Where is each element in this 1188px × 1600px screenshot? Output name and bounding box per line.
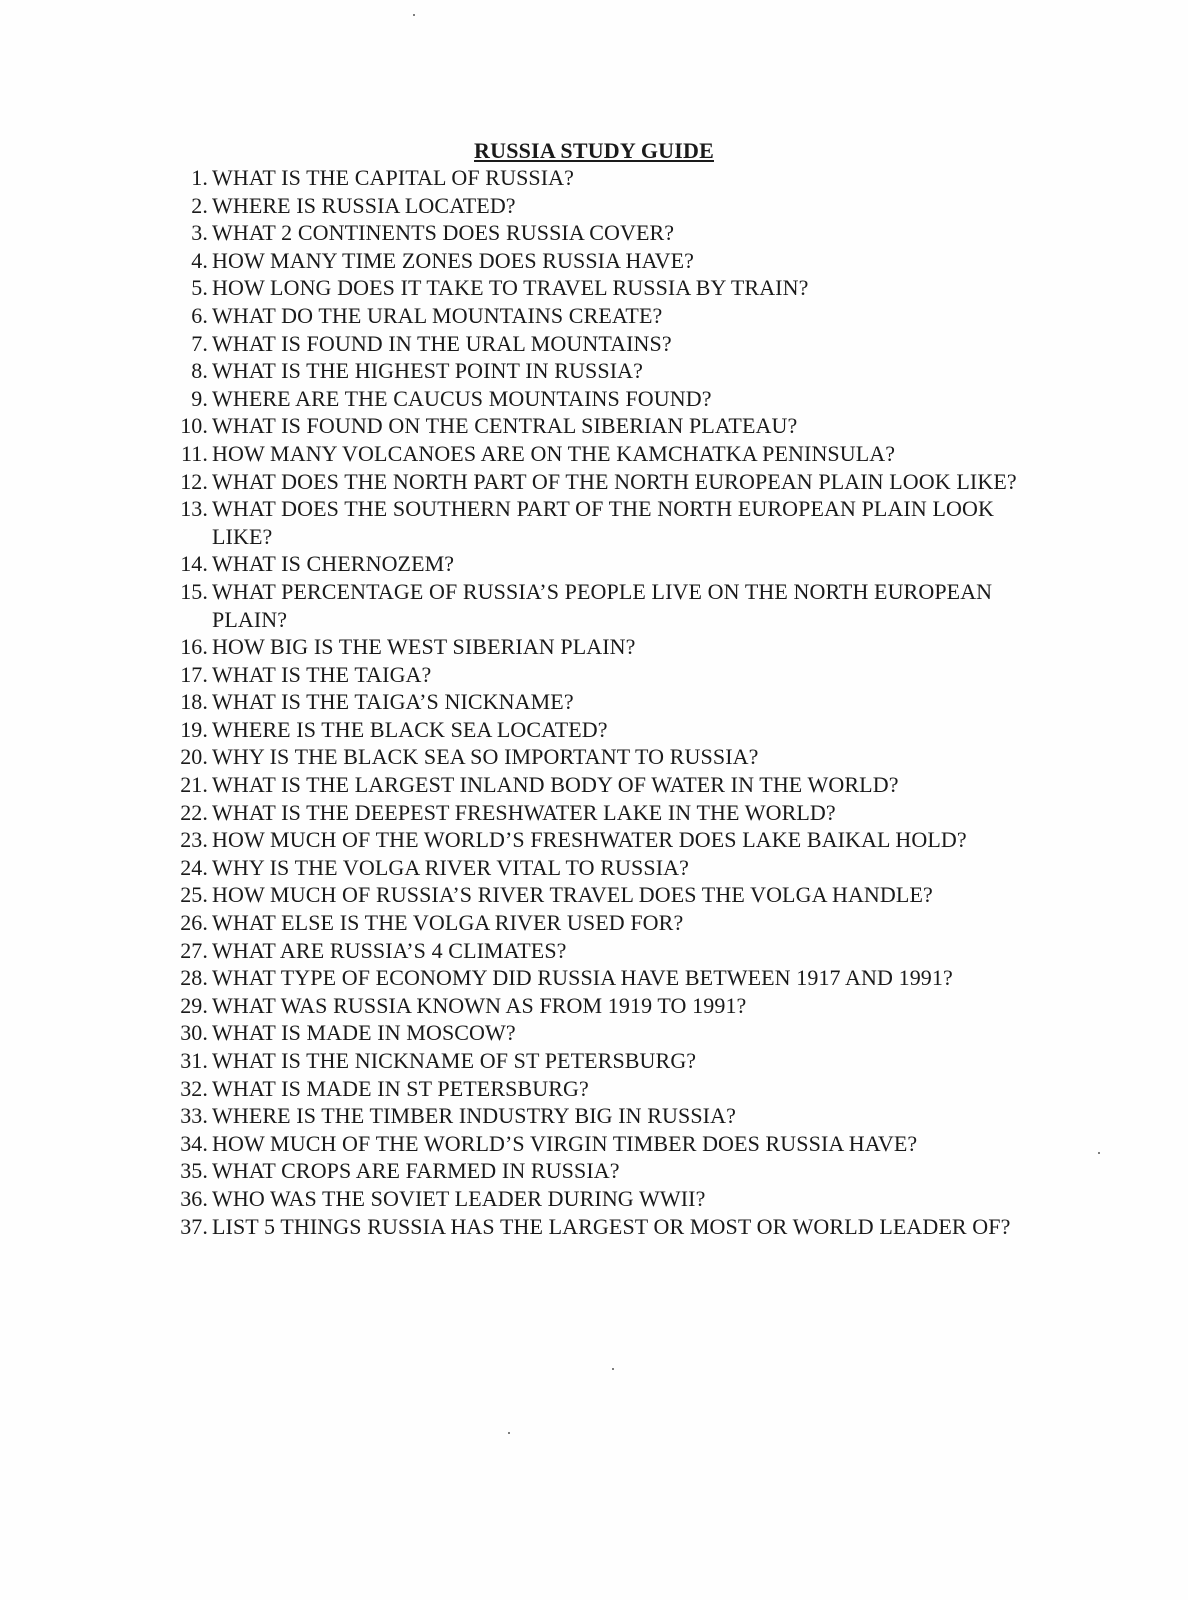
- question-item: [170, 1130, 1050, 1158]
- question-number: 11.: [181, 440, 208, 466]
- question-text: WHAT PERCENTAGE OF RUSSIA’S PEOPLE LIVE ON THE NORTH EUROPEAN PLAIN?: [212, 578, 993, 632]
- question-item: [170, 385, 1050, 413]
- question-item: [170, 1213, 1050, 1241]
- question-item: [170, 550, 1050, 578]
- question-item: [170, 716, 1050, 744]
- question-number: 13.: [180, 496, 208, 522]
- question-text: WHERE IS THE TIMBER INDUSTRY BIG IN RUSSIA?: [212, 1103, 736, 1129]
- question-item: [170, 799, 1050, 827]
- question-text: WHAT IS THE LARGEST INLAND BODY OF WATER IN THE WORLD?: [212, 772, 899, 798]
- scan-speck: [612, 1368, 614, 1370]
- scan-speck: [508, 1432, 510, 1434]
- question-number: 5.: [191, 275, 208, 301]
- question-text: WHAT IS MADE IN MOSCOW?: [212, 1020, 516, 1046]
- question-item: [170, 688, 1050, 716]
- question-text: WHERE IS THE BLACK SEA LOCATED?: [212, 716, 608, 742]
- question-text: WHAT IS FOUND IN THE URAL MOUNTAINS?: [212, 330, 672, 356]
- question-number: 32.: [180, 1075, 208, 1101]
- question-number: 22.: [180, 799, 208, 825]
- question-item: [170, 578, 1050, 633]
- question-text: WHY IS THE BLACK SEA SO IMPORTANT TO RUSSIA?: [212, 744, 759, 770]
- question-text: WHAT DOES THE NORTH PART OF THE NORTH EUROPEAN PLAIN LOOK LIKE?: [212, 468, 1017, 494]
- question-number: 37.: [180, 1213, 208, 1239]
- question-item: [170, 412, 1050, 440]
- question-item: [170, 274, 1050, 302]
- question-item: [170, 302, 1050, 330]
- question-text: WHAT DOES THE SOUTHERN PART OF THE NORTH EUROPEAN PLAIN LOOK LIKE?: [212, 496, 994, 549]
- question-number: 20.: [180, 744, 208, 770]
- scan-speck: [1098, 1152, 1100, 1154]
- question-text: WHAT IS THE TAIGA’S NICKNAME?: [212, 689, 574, 715]
- question-item: [170, 330, 1050, 358]
- question-number: 31.: [180, 1048, 208, 1073]
- question-text: WHAT IS THE DEEPEST FRESHWATER LAKE IN THE WORLD?: [212, 799, 836, 825]
- question-number: 36.: [180, 1185, 208, 1211]
- question-item: [170, 661, 1050, 689]
- question-item: [170, 633, 1050, 661]
- question-number: 10.: [180, 413, 208, 439]
- question-number: 14.: [180, 551, 208, 577]
- question-item: [170, 937, 1050, 965]
- question-text: HOW LONG DOES IT TAKE TO TRAVEL RUSSIA BY TRAIN?: [212, 275, 809, 301]
- question-number: 12.: [180, 468, 208, 494]
- question-text: WHAT IS CHERNOZEM?: [212, 551, 455, 577]
- question-item: [170, 1075, 1050, 1103]
- question-number: 33.: [180, 1103, 208, 1129]
- question-number: 17.: [180, 661, 208, 687]
- question-number: 18.: [180, 689, 208, 715]
- question-number: 4.: [191, 247, 208, 273]
- question-text: WHY IS THE VOLGA RIVER VITAL TO RUSSIA?: [212, 854, 689, 880]
- question-number: 15.: [180, 578, 208, 604]
- question-text: WHAT 2 CONTINENTS DOES RUSSIA COVER?: [212, 220, 675, 246]
- question-text: WHAT IS THE CAPITAL OF RUSSIA?: [212, 165, 575, 190]
- question-text: WHAT DO THE URAL MOUNTAINS CREATE?: [212, 302, 663, 328]
- question-text: WHAT ARE RUSSIA’S 4 CLIMATES?: [212, 937, 567, 963]
- question-text: WHAT IS MADE IN ST PETERSBURG?: [212, 1075, 589, 1101]
- question-text: HOW MANY TIME ZONES DOES RUSSIA HAVE?: [212, 247, 695, 273]
- question-number: 35.: [180, 1158, 208, 1184]
- question-item: [170, 964, 1050, 992]
- question-text: HOW MUCH OF THE WORLD’S FRESHWATER DOES LAKE BAIKAL HOLD?: [212, 827, 967, 853]
- question-item: [170, 992, 1050, 1020]
- question-number: 9.: [191, 385, 208, 411]
- question-text: WHAT IS FOUND ON THE CENTRAL SIBERIAN PLATEAU?: [212, 413, 798, 439]
- question-text: WHERE ARE THE CAUCUS MOUNTAINS FOUND?: [212, 385, 712, 411]
- question-number: 25.: [180, 882, 208, 908]
- question-item: [170, 743, 1050, 771]
- question-item: [170, 1047, 1050, 1075]
- question-text: HOW MUCH OF THE WORLD’S VIRGIN TIMBER DOES RUSSIA HAVE?: [212, 1130, 918, 1156]
- question-text: WHAT WAS RUSSIA KNOWN AS FROM 1919 TO 1991?: [212, 992, 747, 1018]
- question-item: [170, 854, 1050, 882]
- question-text: LIST 5 THINGS RUSSIA HAS THE LARGEST OR MOST OR WORLD LEADER OF?: [212, 1213, 1011, 1239]
- question-number: 16.: [180, 634, 208, 660]
- question-number: 23.: [180, 827, 208, 853]
- question-text: WHAT IS THE HIGHEST POINT IN RUSSIA?: [212, 358, 643, 384]
- question-item: [170, 1157, 1050, 1185]
- question-number: 34.: [180, 1130, 208, 1156]
- question-item: [170, 440, 1050, 468]
- question-text: HOW BIG IS THE WEST SIBERIAN PLAIN?: [212, 634, 636, 660]
- question-item: [170, 1102, 1050, 1130]
- question-item: [170, 357, 1050, 385]
- question-item: [170, 771, 1050, 799]
- question-item: [170, 826, 1050, 854]
- question-number: 3.: [191, 220, 208, 246]
- question-number: 28.: [180, 965, 208, 991]
- question-text: WHAT IS THE TAIGA?: [212, 661, 432, 687]
- question-text: WHERE IS RUSSIA LOCATED?: [212, 192, 516, 218]
- question-item: [170, 468, 1050, 496]
- question-text: WHO WAS THE SOVIET LEADER DURING WWII?: [212, 1185, 706, 1211]
- question-number: 19.: [180, 716, 208, 742]
- question-number: 30.: [180, 1020, 208, 1046]
- question-item: [170, 1185, 1050, 1213]
- question-item: [170, 219, 1050, 247]
- question-item: [170, 247, 1050, 275]
- question-item: [170, 1019, 1050, 1047]
- question-item: [170, 881, 1050, 909]
- question-number: 7.: [191, 330, 208, 356]
- question-text: HOW MANY VOLCANOES ARE ON THE KAMCHATKA PENINSULA?: [212, 440, 896, 466]
- question-item: [170, 909, 1050, 937]
- question-number: 29.: [180, 992, 208, 1018]
- question-number: 6.: [191, 302, 208, 328]
- question-text: WHAT CROPS ARE FARMED IN RUSSIA?: [212, 1158, 620, 1184]
- question-item: [170, 164, 1050, 192]
- question-number: 27.: [180, 937, 208, 963]
- question-text: HOW MUCH OF RUSSIA’S RIVER TRAVEL DOES THE VOLGA HANDLE?: [212, 882, 933, 908]
- question-number: 8.: [191, 358, 208, 384]
- question-item: [170, 495, 1050, 550]
- page-title: RUSSIA STUDY GUIDE: [474, 138, 714, 163]
- scan-speck: [413, 14, 415, 16]
- question-number: 21.: [180, 772, 208, 798]
- question-number: 26.: [180, 910, 208, 936]
- question-text: WHAT IS THE NICKNAME OF ST PETERSBURG?: [212, 1048, 697, 1073]
- question-number: 1.: [191, 165, 208, 190]
- question-text: WHAT TYPE OF ECONOMY DID RUSSIA HAVE BETWEEN 1917 AND 1991?: [212, 965, 953, 991]
- question-number: 24.: [180, 854, 208, 880]
- question-item: [170, 192, 1050, 220]
- question-text: WHAT ELSE IS THE VOLGA RIVER USED FOR?: [212, 910, 684, 936]
- question-number: 2.: [191, 192, 208, 218]
- question-list: [170, 164, 1050, 1240]
